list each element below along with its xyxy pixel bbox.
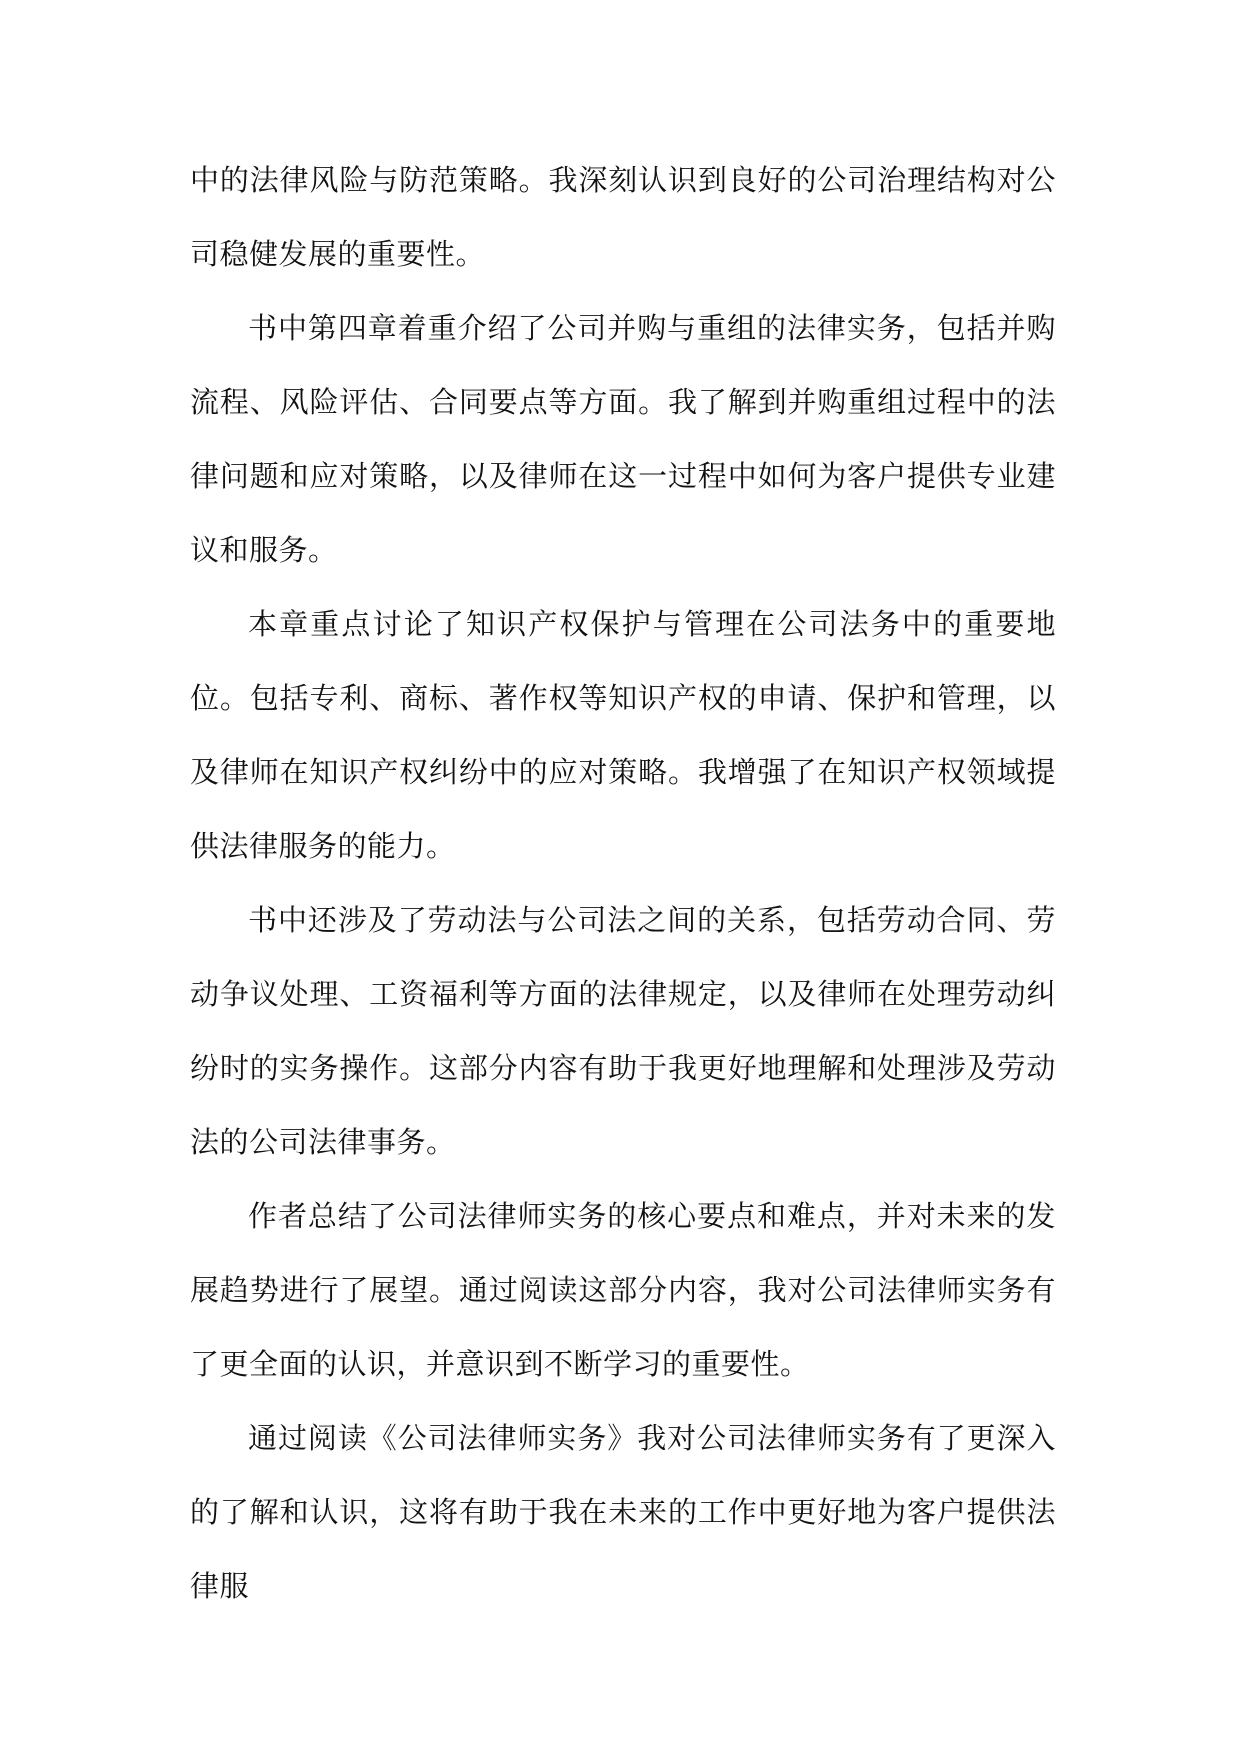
paragraph-governance: 中的法律风险与防范策略。我深刻认识到良好的公司治理结构对公司稳健发展的重要性。 (190, 163, 1056, 271)
paragraph-mergers: 书中第四章着重介绍了公司并购与重组的法律实务，包括并购流程、风险评估、合同要点等方面。我了解到并购重组过程中的法律问题和应对策略，以及律师在这一过程中如何为客户提供专业建议和服务。 (190, 311, 1056, 567)
paragraph-labor-law: 书中还涉及了劳动法与公司法之间的关系，包括劳动合同、劳动争议处理、工资福利等方面的法律规定，以及律师在处理劳动纠纷时的实务操作。这部分内容有助于我更好地理解和处理涉及劳动法的公司法律事务。 (190, 903, 1056, 1159)
paragraph-summary: 作者总结了公司法律师实务的核心要点和难点，并对未来的发展趋势进行了展望。通过阅读这部分内容，我对公司法律师实务有了更全面的认识，并意识到不断学习的重要性。 (190, 1199, 1056, 1381)
paragraph-conclusion: 通过阅读《公司法律师实务》我对公司法律师实务有了更深入的了解和认识，这将有助于我在未来的工作中更好地为客户提供法律服 (190, 1421, 1056, 1603)
paragraph-intellectual-property: 本章重点讨论了知识产权保护与管理在公司法务中的重要地位。包括专利、商标、著作权等知识产权的申请、保护和管理，以及律师在知识产权纠纷中的应对策略。我增强了在知识产权领域提供法律服务的能力。 (190, 607, 1056, 863)
document-body (190, 143, 1056, 1623)
